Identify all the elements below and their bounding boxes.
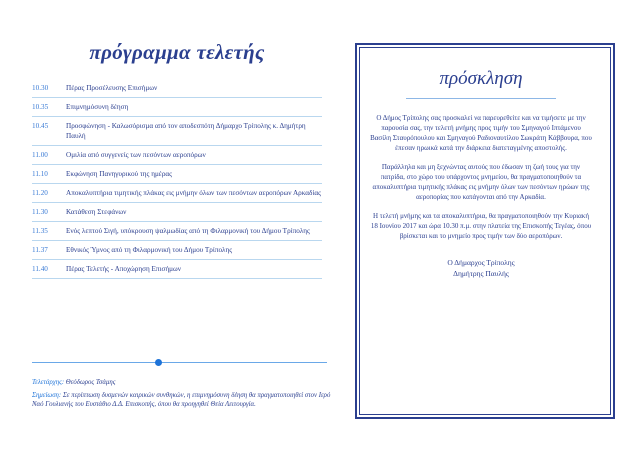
program-item-text: Ενός λεπτού Σιγή, υπόκρουση ψαλμωδίας από τη Φιλαρμονική του Δήμου Τρίπολης — [66, 227, 310, 235]
program-item-text: Πέρας Τελετής - Αποχώρηση Επισήμων — [66, 265, 181, 273]
invitation-section — [370, 60, 592, 279]
program-item — [32, 146, 322, 165]
divider-dot-icon — [155, 359, 162, 366]
program-item-text: Προσφώνηση - Καλωσόρισμα από τον αποδεσπότη Δήμαρχο Τρίπολης κ. Δημήτρη Παυλή — [66, 122, 306, 140]
program-item — [32, 260, 322, 279]
program-item-time: 11.30 — [32, 208, 48, 216]
host-value: Θεόδωρος Τσάμης — [64, 379, 116, 386]
program-item-time: 10.45 — [32, 122, 49, 130]
remark-text: Σε περίπτωση δυσμενών καιρικών συνθηκών, η επιμνημόσυνη δέηση θα πραγματοποιηθεί στον Ιερό Ναό Γουλιανής του Ευστάθιο Δ.Δ. Επισκοπής, όπου θα προηγηθεί Θεία Λειτουργία. — [32, 392, 331, 408]
program-section — [32, 40, 322, 279]
program-item — [32, 184, 322, 203]
program-item — [32, 241, 322, 260]
invitation-paragraph: Η τελετή μνήμης και τα αποκαλυπτήρια, θα πραγματοποιηθούν την Κυριακή 18 Ιουνίου 2017 και ώρα 10.30 π.μ. στην πλατεία της Επισκοπής Τεγέας, όπου βρίσκεται και το μνημείο προς τιμήν των δύο αεροπόρων. — [370, 212, 592, 240]
program-item-time: 11.20 — [32, 189, 48, 197]
signature — [370, 257, 592, 279]
remark-note — [32, 391, 332, 409]
program-item-text: Κατάθεση Στεφάνων — [66, 208, 127, 216]
program-item-text: Εθνικός Ύμνος από τη Φιλαρμονική του Δήμου Τρίπολης — [66, 246, 233, 254]
program-item-time: 11.35 — [32, 227, 48, 235]
program-list — [32, 79, 322, 279]
program-item-time: 11.40 — [32, 265, 48, 273]
signature-role: Ο Δήμαρχος Τρίπολης — [447, 258, 515, 267]
remark-label: Σημείωση: — [32, 392, 62, 399]
host-note — [32, 378, 332, 387]
program-item-text: Επιμνημόσυνη δέηση — [66, 103, 129, 111]
program-item-time: 10.35 — [32, 103, 49, 111]
program-item-time: 11.37 — [32, 246, 48, 254]
program-item — [32, 203, 322, 222]
program-item-text: Εκφώνηση Πανηγυρικού της ημέρας — [66, 170, 173, 178]
program-item-text: Ομιλία από συγγενείς των πεσόντων αεροπόρων — [66, 151, 206, 159]
program-item — [32, 98, 322, 117]
program-item — [32, 117, 322, 146]
host-label: Τελετάρχης: — [32, 379, 65, 386]
program-item-text: Αποκαλυπτήρια τιμητικής πλάκας εις μνήμην όλων των πεσόντων αεροπόρων Αρκαδίας — [66, 189, 321, 197]
program-item-time: 10.30 — [32, 84, 49, 92]
program-title: πρόγραμμα τελετής — [89, 40, 265, 64]
invitation-paragraph: Ο Δήμος Τρίπολης σας προσκαλεί να παρευρεθείτε και να τιμήσετε με την παρουσία σας, την τελετή μνήμης προς τιμήν του Σμηναγού Ιπτάμενου Βασίλη Σταυρόπουλου και Σμηναγού Ραδιοναυτίλου Σωκράτη Κάββουρα, που έπεσαν ηρωικά κατά την διάρκεια διατεταγμένης αποστολής. — [370, 114, 592, 152]
title-underline — [406, 98, 556, 99]
program-item-text: Πέρας Προσέλευσης Επισήμων — [66, 84, 158, 92]
invitation-paragraph: Παράλληλα και μη ξεχνώντας αυτούς που έδωσαν τη ζωή τους για την πατρίδα, στο χώρο του υπάρχοντος μνημείου, θα πραγματοποιηθούν τα αποκαλυπτήρια τιμητικής πλάκας εις μνήμην όλων των πεσόντων ηρώων της αεροπορίας που κατάγονται από την Αρκαδία. — [372, 163, 590, 201]
program-item — [32, 79, 322, 98]
program-item — [32, 222, 322, 241]
program-item — [32, 165, 322, 184]
program-item-time: 11.00 — [32, 151, 48, 159]
program-item-time: 11.10 — [32, 170, 48, 178]
invitation-title: πρόσκληση — [439, 68, 523, 89]
signature-name: Δημήτρης Παυλής — [453, 269, 509, 278]
section-divider — [32, 362, 327, 363]
